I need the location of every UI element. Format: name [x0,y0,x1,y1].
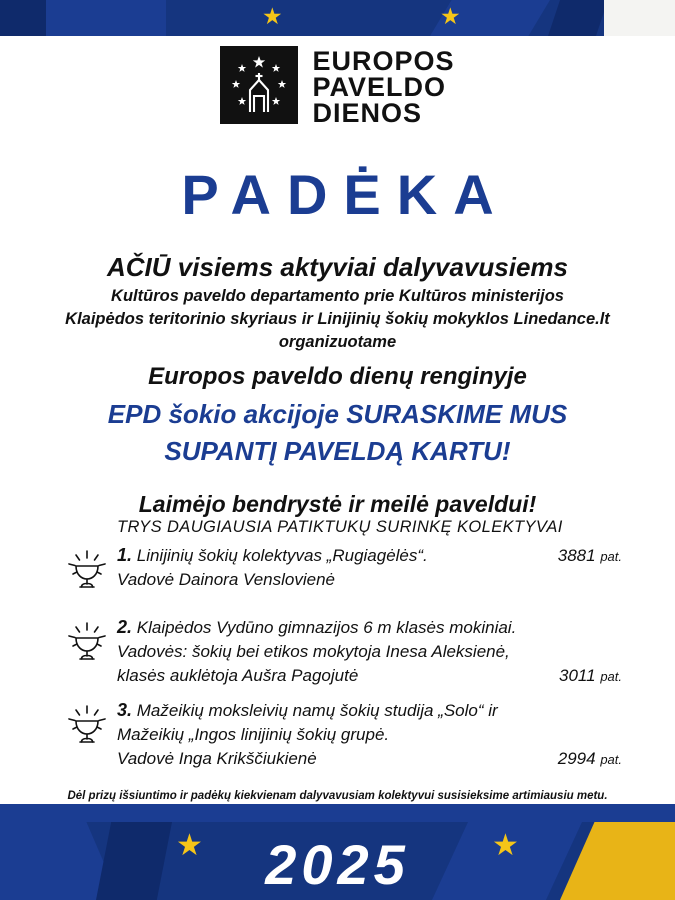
winner-text: Mažeikių moksleivių namų šokių studija „Solo“ ir [136,701,498,720]
logo-wordmark [312,46,454,126]
banner-shape [604,0,675,36]
list-item [62,543,622,605]
winner-vote-count: 3881 [557,546,596,565]
campaign-line-1: EPD šokio akcijoje SURASKIME MUS [107,399,568,429]
star-icon: ★ [262,3,283,29]
page-title: PADĖKA [181,163,510,226]
winner-line [117,615,622,640]
campaign-line-2: SUPANTĮ PAVELDĄ KARTU! [164,436,511,466]
thanks-line: AČIŪ visiems aktyviai dalyvavusiems [106,252,569,282]
banner-shape [0,0,46,36]
logo-line-2: PAVELDO [312,72,446,102]
winner-vote-unit: pat. [600,752,622,767]
winner-line [117,543,548,568]
bottom-banner [0,822,675,900]
winner-vote-count: 2994 [557,749,596,768]
winner-text: Linijinių šokių kolektyvas „Rugiagėlės“. [136,546,428,565]
winner-vote-unit: pat. [600,669,622,684]
winner-line: Vadovės: šokių bei etikos mokytoja Inesa Aleksienė, [117,642,510,661]
logo-line-1: EUROPOS [312,46,455,76]
organizer-line-1: Kultūros paveldo departamento prie Kultūros ministerijos [111,287,564,305]
winners-list [62,518,622,781]
star-icon: ★ [492,829,519,862]
winner-line: Vadovė Dainora Venslovienė [117,570,335,589]
trophy-icon [64,547,110,591]
footnote: Dėl prizų išsiuntimo ir padėkų kiekvienam dalyvavusiam kolektyvui susisieksime artimiausiu metu. [67,790,608,802]
intro-block [30,250,645,519]
winner-votes [558,749,622,769]
banner-shape [548,0,608,36]
winner-line: Mažeikių „Ingos linijinių šokių grupė. [117,725,390,744]
winner-vote-unit: pat. [600,549,622,564]
winner-rank: 1. [117,545,133,565]
organizer-line-3: organizuotame [278,333,397,351]
list-item [62,698,622,771]
winner-text: Klaipėdos Vydūno gimnazijos 6 m klasės mokiniai. [136,618,517,637]
star-icon: ★ [176,829,203,862]
trophy-icon [64,619,110,663]
winner-line: klasės auklėtoja Aušra Pagojutė [117,666,359,685]
winner-motto: Laimėjo bendrystė ir meilė paveldui! [138,491,537,517]
winner-votes [558,546,622,566]
winner-rank: 3. [117,700,133,720]
logo-line-3: DIENOS [312,98,423,128]
banner-shape [46,0,166,36]
european-heritage-days-emblem-icon [220,46,298,124]
top-banner [0,0,675,36]
star-icon: ★ [440,3,461,29]
winner-line [117,698,622,723]
winners-heading: TRYS DAUGIAUSIA PATIKTUKŲ SURINKĘ KOLEKTYVAI [117,518,563,536]
winner-vote-count: 3011 [559,666,596,685]
trophy-icon [64,702,110,746]
event-line: Europos paveldo dienų renginyje [148,363,527,390]
year-label: 2025 [265,833,410,896]
bottom-strip [0,804,675,822]
winner-rank: 2. [117,617,133,637]
organizer-line-2: Klaipėdos teritorinio skyriaus ir Linijinių šokių mokyklos Linedance.lt [65,310,610,328]
list-item [62,615,622,688]
logo [0,46,675,126]
winner-line: Vadovė Inga Krikščiukienė [117,749,317,768]
winner-votes [559,666,622,686]
